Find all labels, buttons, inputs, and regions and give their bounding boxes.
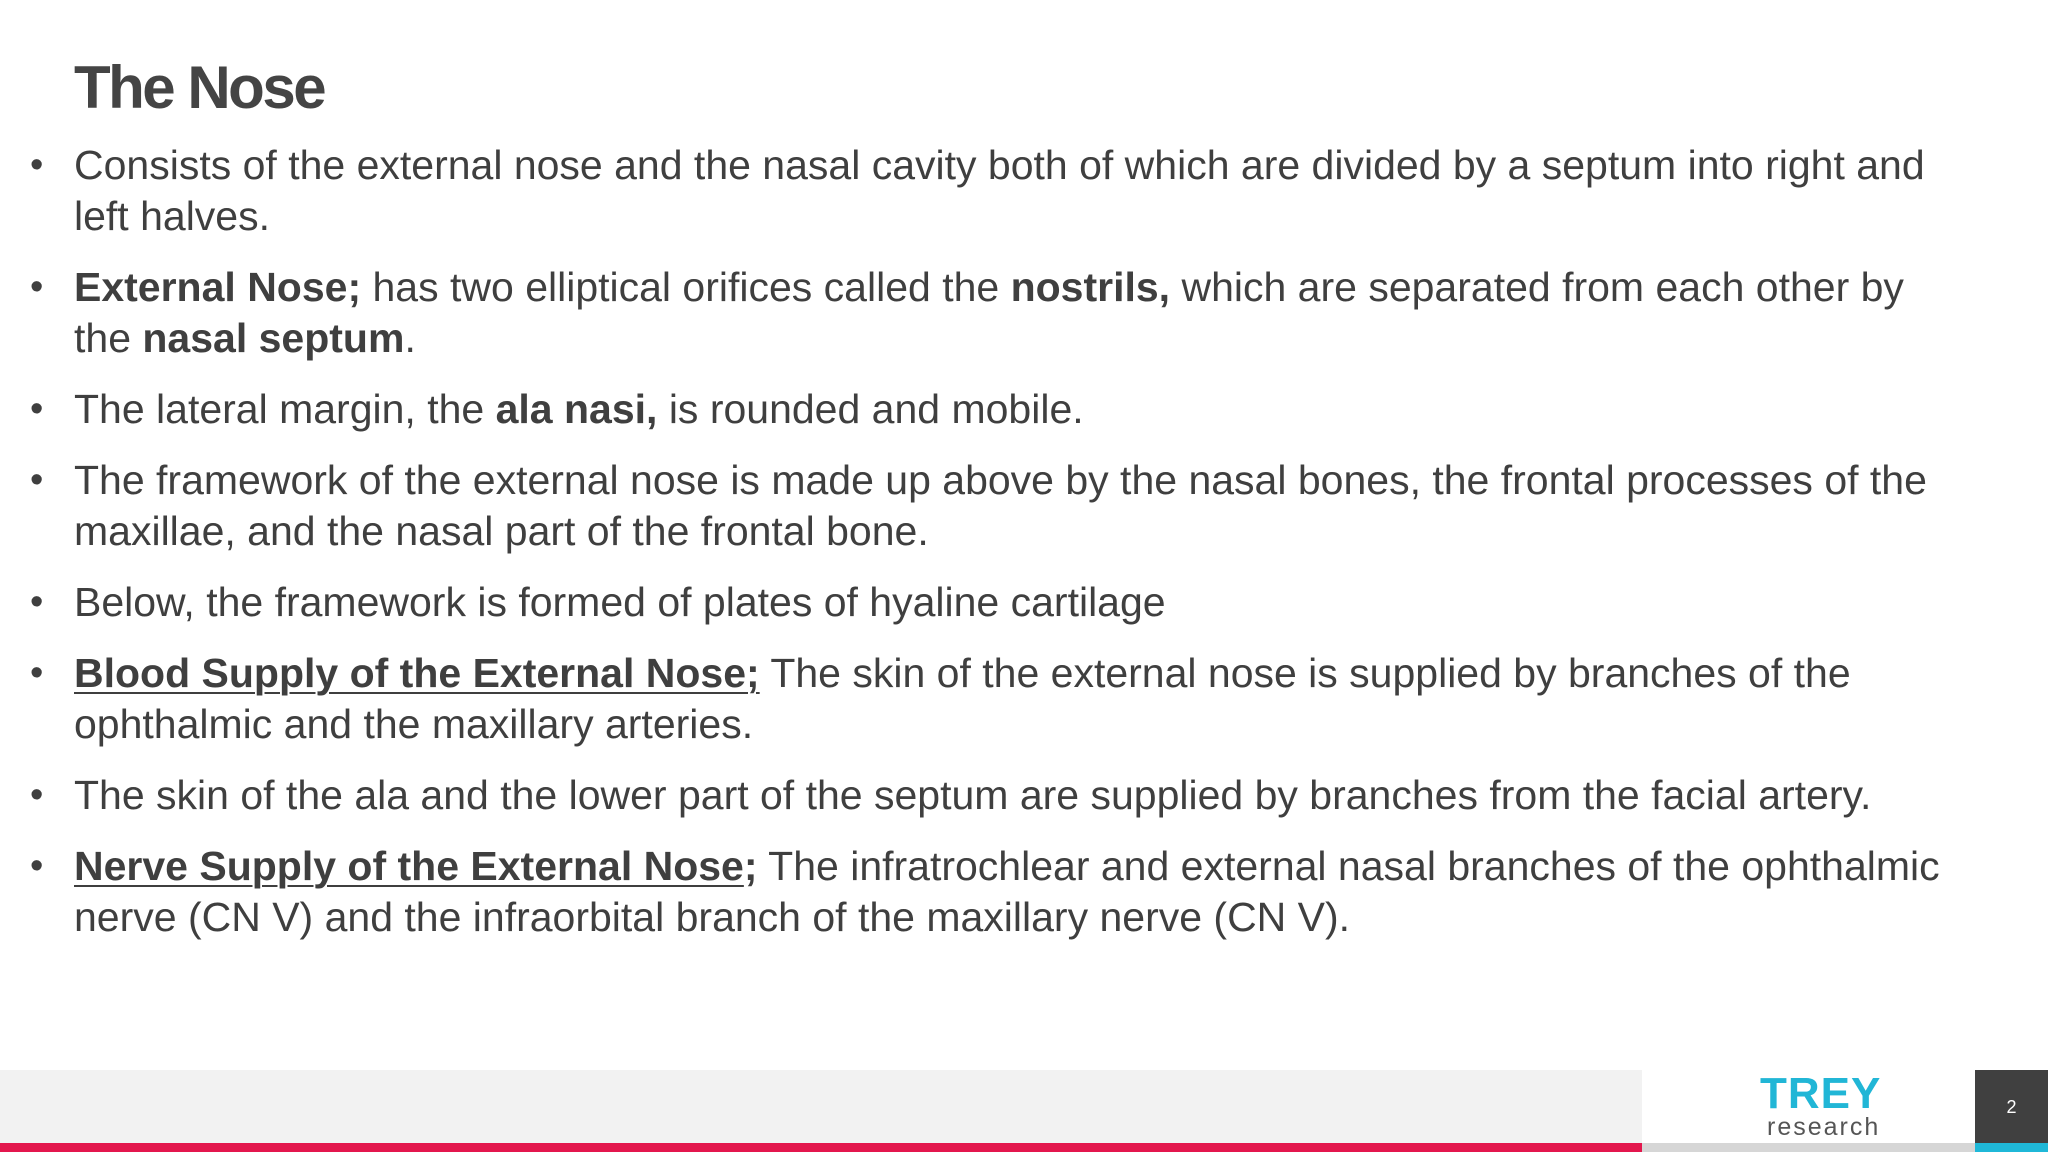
bullet-dot-icon: • [30, 581, 44, 623]
bullet-text-run: nasal septum [142, 315, 405, 361]
bullet-text-run: ; [743, 843, 758, 889]
trey-research-logo: TREY [1760, 1069, 1882, 1118]
bullet-text-run: The infratrochlear and external nasal branches of the ophthalmic nerve (CN V) and the infraorbital branch of the maxillary nerve (CN V). [74, 843, 1952, 940]
bullet-text-run: ala nasi, [495, 386, 658, 432]
page-number: 2 [2006, 1097, 2017, 1117]
bullet-text-run: has two elliptical orifices called the [361, 264, 1011, 310]
logo-subtitle: research [1767, 1113, 1881, 1141]
bullet-text-run: is rounded and mobile. [657, 386, 1084, 432]
bullet-text-run: Consists of the external nose and the nasal cavity both of which are divided by a septum into right and left halves. [74, 142, 1937, 239]
bullet-text-run: Below, the framework is formed of plates of hyaline cartilage [74, 579, 1166, 625]
bullet-item [30, 770, 1964, 821]
bullet-dot-icon: • [30, 845, 44, 887]
footer-accent-line-red [0, 1143, 1642, 1152]
bullet-item [30, 140, 1964, 242]
bullet-text-run: nostrils, [1010, 264, 1171, 310]
bullet-item [30, 384, 1964, 435]
bullet-text-run: The skin of the ala and the lower part of the septum are supplied by branches from the facial artery. [74, 772, 1872, 818]
bullet-item [30, 262, 1964, 364]
bullet-dot-icon: • [30, 388, 44, 430]
bullet-text-run: The skin of the external nose is supplied by branches of the ophthalmic and the maxillary arteries. [74, 650, 1863, 747]
bullet-item [30, 648, 1964, 750]
footer-accent-line-grey [1642, 1143, 1975, 1152]
bullet-dot-icon: • [30, 652, 44, 694]
bullet-dot-icon: • [30, 266, 44, 308]
bullet-text-run: External Nose; [74, 264, 362, 310]
footer-accent-line-cyan [1975, 1143, 2048, 1152]
slide-title: The Nose [74, 54, 325, 121]
bullet-text-run: which are separated from each other by the [74, 264, 1916, 361]
bullet-text-run: Blood Supply of the External Nose; [74, 650, 760, 696]
bullet-item [30, 577, 1964, 628]
bullet-dot-icon: • [30, 459, 44, 501]
bullet-item [30, 455, 1964, 557]
bullet-dot-icon: • [30, 144, 44, 186]
bullet-text-run: Nerve Supply of the External Nose [74, 843, 744, 889]
bullet-list [30, 140, 1964, 963]
bullet-item [30, 841, 1964, 943]
bullet-text-run: The framework of the external nose is made up above by the nasal bones, the frontal processes of the maxillae, and the nasal part of the frontal bone. [74, 457, 1939, 554]
bullet-text-run: The lateral margin, the [74, 386, 496, 432]
bullet-dot-icon: • [30, 774, 44, 816]
bullet-text-run: . [404, 315, 416, 361]
